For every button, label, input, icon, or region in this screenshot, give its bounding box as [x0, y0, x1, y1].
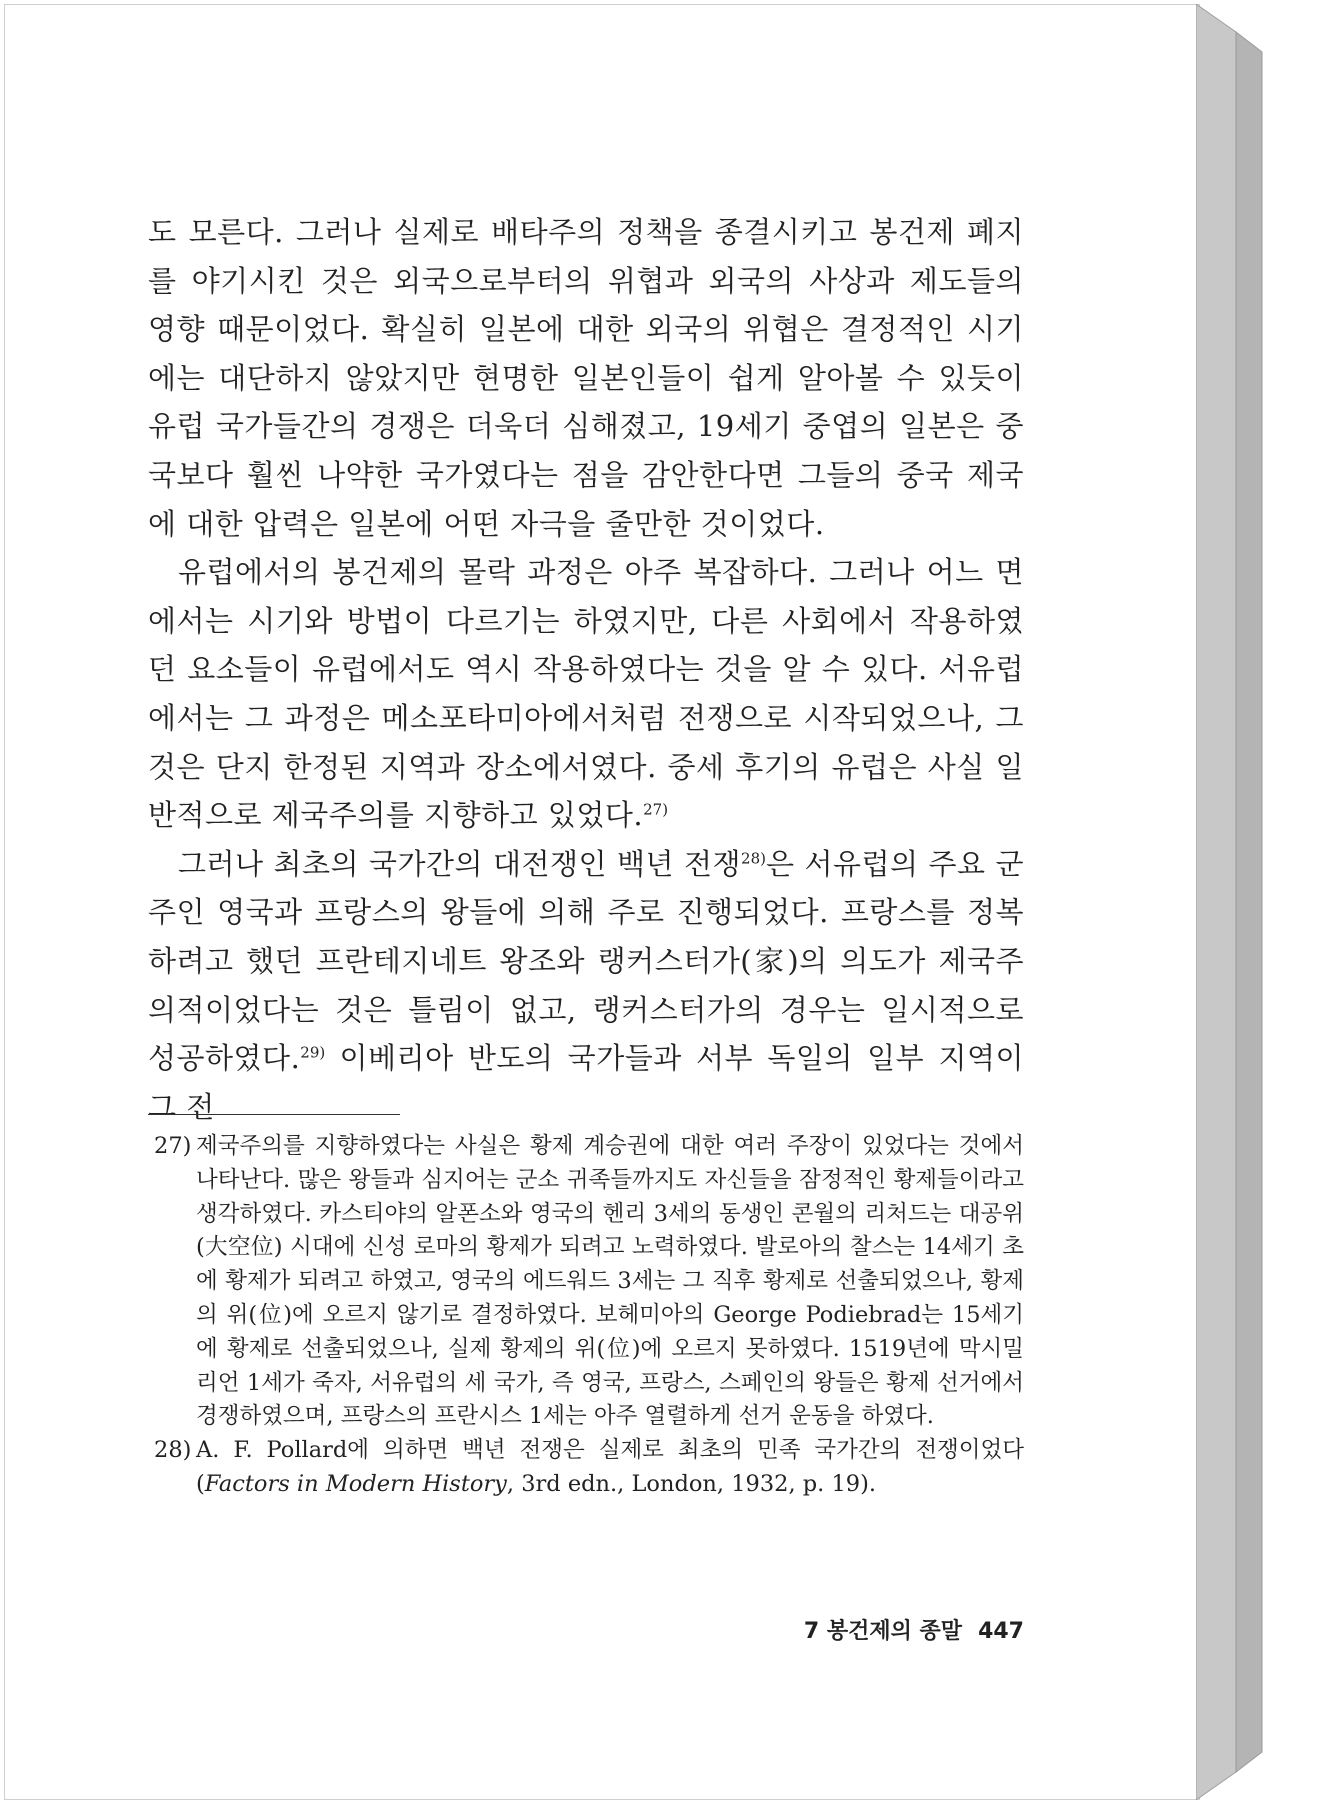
page-edge	[1196, 4, 1266, 1800]
text-run: 그러나 최초의 국가간의 대전쟁인 백년 전쟁	[178, 846, 742, 881]
footnote-reference: 27)	[643, 800, 669, 819]
text-run: , 3rd edn., London, 1932, p. 19).	[506, 1470, 877, 1497]
paragraph	[148, 840, 1024, 1132]
footnote	[154, 1130, 1024, 1434]
footnote-number: 28)	[154, 1437, 192, 1464]
footnote-text	[196, 1434, 1024, 1502]
chapter-title: 7 봉건제의 종말	[803, 1619, 963, 1644]
paragraph	[148, 548, 1024, 840]
book-title: Factors in Modern History	[204, 1470, 507, 1497]
text-run: 제국주의를 지향하였다는 사실은 황제 계승권에 대한 여러 주장이 있었다는 것에서 나타난다. 많은 왕들과 심지어는 군소 귀족들까지도 자신들을 잠정적인 황제들이라고 생각하였다. 카스티야의 알폰소와 영국의 헨리 3세의 동생인 콘월의 리처드는 대공위(大空位) 시대에 신성 로마의 황제가 되려고 노력하였다. 발로아의 찰스는 14세기 초에 황제가 되려고 하였고, 영국의 에드워드 3세는 그 직후 황제로 선출되었으나, 황제의 위(位)에 오르지 않기로 결정하였다. 보헤미아의 George Podiebrad는 15세기에 황제로 선출되었으나, 실제 황제의 위(位)에 오르지 못하였다. 1519년에 막시밀리언 1세가 죽자, 서유럽의 세 국가, 즉 영국, 프랑스, 스페인의 왕들은 황제 선거에서 경쟁하였으며, 프랑스의 프란시스 1세는 아주 열렬하게 선거 운동을 하였다.	[196, 1133, 1024, 1430]
page-number: 447	[978, 1619, 1024, 1644]
text-run: 도 모른다. 그러나 실제로 배타주의 정책을 종결시키고 봉건제 폐지를 야기시킨 것은 외국으로부터의 위협과 외국의 사상과 제도들의 영향 때문이었다. 확실히 일본에 대한 외국의 위협은 결정적인 시기에는 대단하지 않았지만 현명한 일본인들이 쉽게 알아볼 수 있듯이 유럽 국가들간의 경쟁은 더욱더 심해졌고, 19세기 중엽의 일본은 중국보다 훨씬 나약한 국가였다는 점을 감안한다면 그들의 중국 제국에 대한 압력은 일본에 어떤 자극을 줄만한 것이었다.	[148, 215, 1024, 541]
paragraph	[148, 208, 1024, 548]
running-footer	[780, 1614, 1024, 1645]
footnote-number: 27)	[154, 1133, 192, 1159]
text-run: A. F. Pollard에 의하면 백년 전쟁은 실제로 최초의 민족 국가간의 전쟁이었다(	[196, 1437, 1024, 1497]
text-run: 은 서유럽의 주요 군주인 영국과 프랑스의 왕들에 의해 주로 진행되었다. 프랑스를 정복하려고 했던 프란테지네트 왕조와 랭커스터가(家)의 의도가 제국주의적이었다는 것은 틀림이 없고, 랭커스터가의 경우는 일시적으로 성공하였다.	[148, 846, 1024, 1076]
footnote-text	[196, 1130, 1024, 1434]
footnote-divider	[148, 1114, 400, 1115]
footnote	[154, 1434, 1024, 1502]
footnotes	[154, 1130, 1024, 1502]
text-run: 이베리아 반도의 국가들과 서부 독일의 일부 지역이 그 전	[148, 1041, 1024, 1124]
body-text	[148, 208, 1024, 1131]
footnote-reference: 29)	[300, 1043, 326, 1062]
footnote-reference: 28)	[741, 849, 766, 868]
text-run: 유럽에서의 봉건제의 몰락 과정은 아주 복잡하다. 그러나 어느 면에서는 시기와 방법이 다르기는 하였지만, 다른 사회에서 작용하였던 요소들이 유럽에서도 역시 작용하였다는 것을 알 수 있다. 서유럽에서는 그 과정은 메소포타미아에서처럼 전쟁으로 시작되었으나, 그것은 단지 한정된 지역과 장소에서였다. 중세 후기의 유럽은 사실 일반적으로 제국주의를 지향하고 있었다.	[148, 555, 1024, 833]
